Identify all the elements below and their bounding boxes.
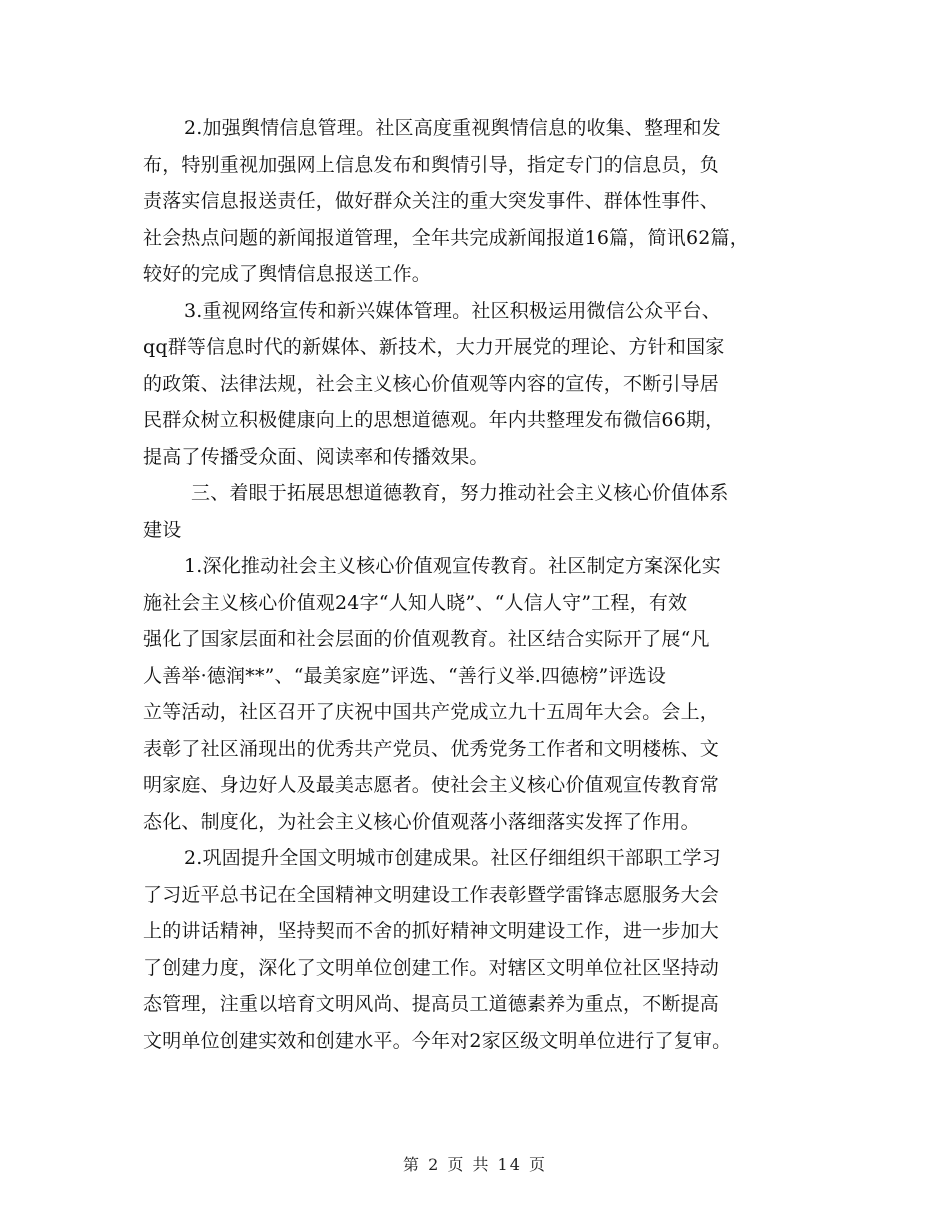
heading-line: 建设 xyxy=(143,518,182,541)
paragraph-core-values xyxy=(143,548,808,840)
text-line: qq群等信息时代的新媒体、新技术，大力开展党的理论、方针和国家 xyxy=(143,336,725,358)
text-line: 强化了国家层面和社会层面的价值观教育。社区结合实际开了展“凡 xyxy=(143,628,710,650)
text-line: 了创建力度，深化了文明单位创建工作。对辖区文明单位社区坚持动 xyxy=(143,956,720,979)
paragraph-new-media xyxy=(143,293,808,476)
heading-line: 三、着眼于拓展思想道德教育，努力推动社会主义核心价值体系 xyxy=(191,482,729,504)
text-line: 2.巩固提升全国文明城市创建成果。社区仔细组织干部职工学习 xyxy=(184,847,721,869)
text-line: 社会热点问题的新闻报道管理，全年共完成新闻报道16篇，简讯62篇， xyxy=(143,226,749,249)
text-line: 布，特别重视加强网上信息发布和舆情引导，指定专门的信息员，负 xyxy=(143,153,720,176)
text-line: 较好的完成了舆情信息报送工作。 xyxy=(143,263,432,285)
text-line: 2.加强舆情信息管理。社区高度重视舆情信息的收集、整理和发 xyxy=(184,117,721,139)
text-line: 立等活动，社区召开了庆祝中国共产党成立九十五周年大会。会上， xyxy=(143,701,720,723)
text-line: 态化、制度化，为社会主义核心价值观落小落细落实发挥了作用。 xyxy=(143,810,700,833)
page-number-footer: 第 2 页 共 14 页 xyxy=(403,1155,547,1174)
text-line: 表彰了社区涌现出的优秀共产党员、优秀党务工作者和文明楼栋、文 xyxy=(143,737,720,760)
text-line: 上的讲话精神，坚持契而不舍的抓好精神文明建设工作，进一步加大 xyxy=(143,920,720,942)
text-line: 责落实信息报送责任，做好群众关注的重大突发事件、群体性事件、 xyxy=(143,190,720,212)
text-line: 3.重视网络宣传和新兴媒体管理。社区积极运用微信公众平台、 xyxy=(184,299,721,322)
text-line: 人善举·德润**”、“最美家庭”评选、“善行义举.四德榜”评选设 xyxy=(143,664,667,687)
text-line: 明家庭、身边好人及最美志愿者。使社会主义核心价值观宣传教育常 xyxy=(143,774,720,796)
text-line: 态管理，注重以培育文明风尚、提高员工道德素养为重点，不断提高 xyxy=(143,993,720,1015)
document-body xyxy=(143,110,808,1059)
paragraph-civilized-city xyxy=(143,840,808,1059)
paragraph-opinion-management xyxy=(143,110,808,293)
text-line: 的政策、法律法规，社会主义核心价值观等内容的宣传，不断引导居 xyxy=(143,372,720,395)
text-line: 文明单位创建实效和创建水平。今年对2家区级文明单位进行了复审。 xyxy=(143,1029,732,1052)
text-line: 施社会主义核心价值观24字“人知人晓”、“人信人守”工程，有效 xyxy=(143,591,688,614)
text-line: 了习近平总书记在全国精神文明建设工作表彰暨学雷锋志愿服务大会 xyxy=(143,883,720,906)
text-line: 提高了传播受众面、阅读率和传播效果。 xyxy=(143,445,489,468)
text-line: 民群众树立积极健康向上的思想道德观。年内共整理发布微信66期， xyxy=(143,409,725,431)
section-heading xyxy=(143,475,808,548)
text-line: 1.深化推动社会主义核心价值观宣传教育。社区制定方案深化实 xyxy=(184,555,721,577)
